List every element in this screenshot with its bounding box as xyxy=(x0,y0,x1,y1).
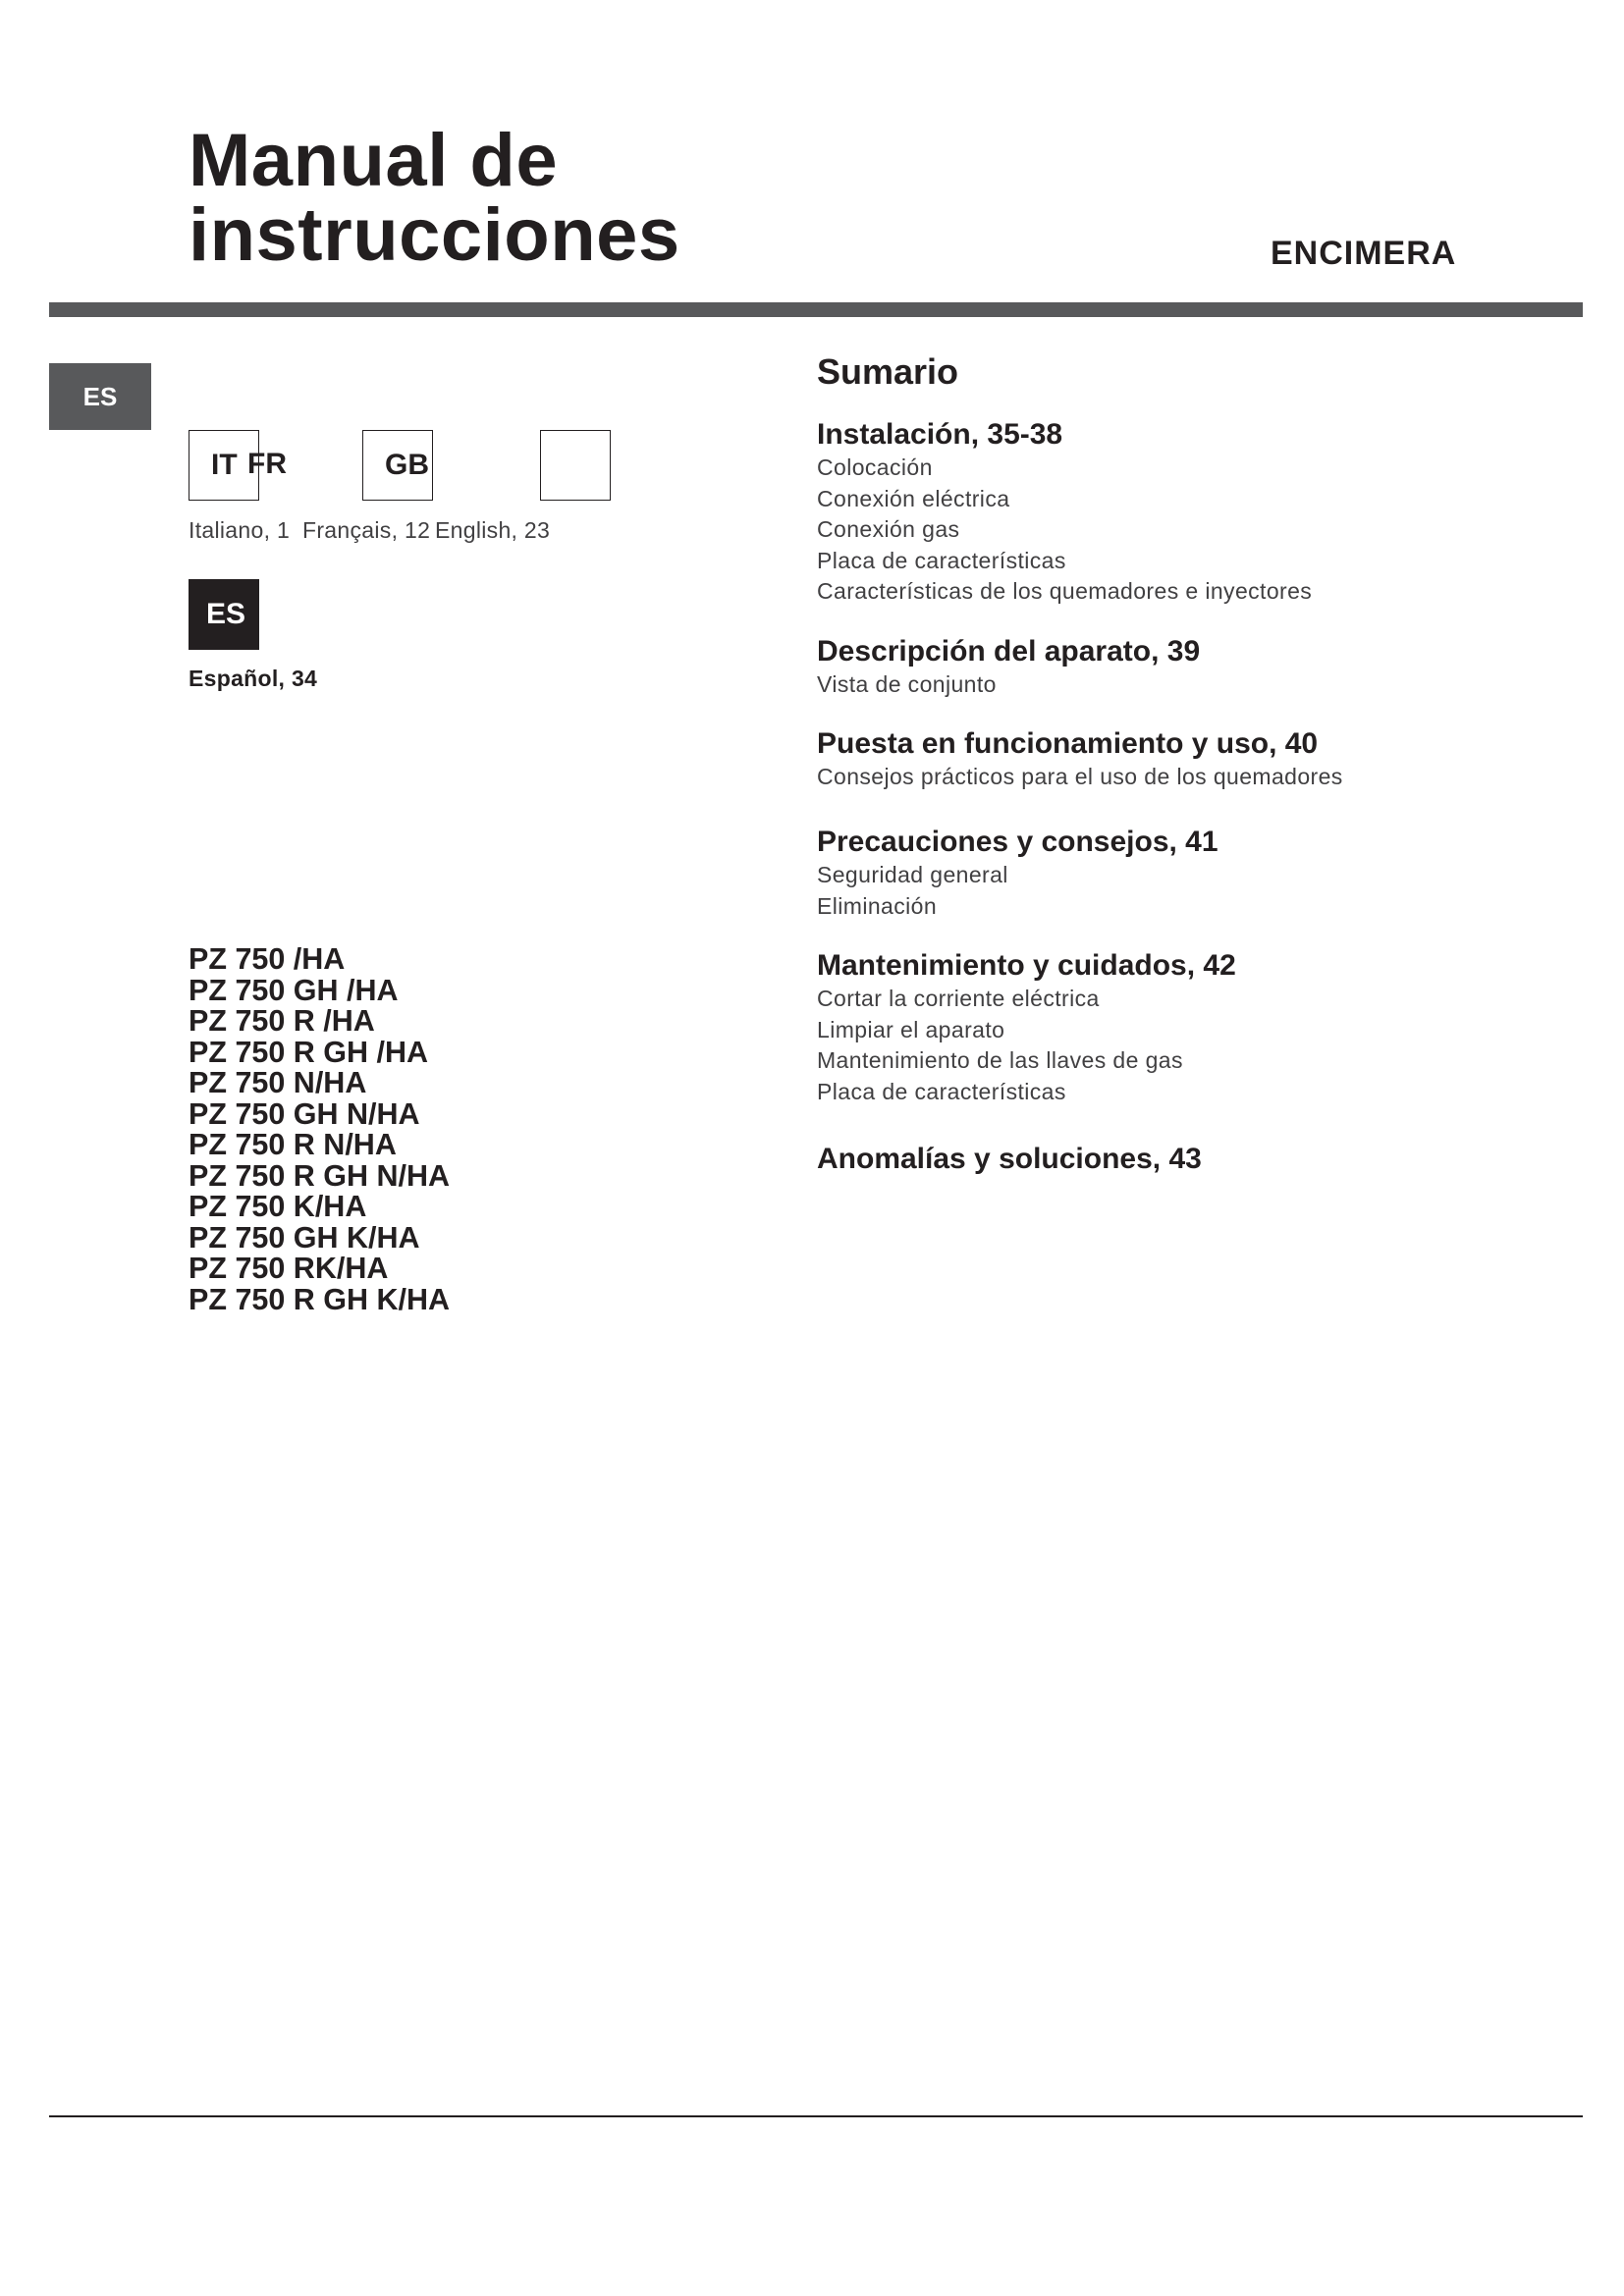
toc-item[interactable]: Mantenimiento de las llaves de gas xyxy=(817,1047,1183,1073)
toc-item[interactable]: Vista de conjunto xyxy=(817,671,997,697)
model-item: PZ 750 /HA xyxy=(189,942,346,976)
model-item: PZ 750 R GH N/HA xyxy=(189,1158,451,1193)
toc-section-title[interactable]: Precauciones y consejos, 41 xyxy=(817,826,1218,858)
model-item: PZ 750 R /HA xyxy=(189,1004,375,1038)
toc-section-title[interactable]: Puesta en funcionamiento y uso, 40 xyxy=(817,727,1319,760)
toc-item[interactable]: Consejos prácticos para el uso de los quemadores xyxy=(817,764,1343,789)
toc-section-precautions xyxy=(817,825,1218,922)
header-divider xyxy=(49,302,1583,317)
toc-item[interactable]: Conexión eléctrica xyxy=(817,485,1010,511)
toc-item[interactable]: Limpiar el aparato xyxy=(817,1016,1005,1042)
language-label-es: Español, 34 xyxy=(189,666,318,691)
language-box-gb[interactable] xyxy=(362,430,433,501)
toc-item[interactable]: Conexión gas xyxy=(817,516,960,542)
product-type-label: ENCIMERA xyxy=(1271,235,1457,272)
footer-divider xyxy=(49,2115,1583,2117)
toc-item[interactable]: Seguridad general xyxy=(817,862,1008,887)
model-item: PZ 750 K/HA xyxy=(189,1190,367,1223)
language-code-gb: GB xyxy=(385,449,429,481)
model-item: PZ 750 R GH K/HA xyxy=(189,1282,451,1316)
manual-title-line-2: instrucciones xyxy=(189,193,680,277)
model-list xyxy=(189,944,450,1315)
model-item: PZ 750 R N/HA xyxy=(189,1128,397,1161)
toc-heading: Sumario xyxy=(817,351,959,392)
language-box-empty xyxy=(540,430,611,501)
language-code-fr: FR xyxy=(247,448,287,480)
model-item: PZ 750 GH K/HA xyxy=(189,1220,420,1255)
language-code-es: ES xyxy=(206,598,246,630)
model-item: PZ 750 N/HA xyxy=(189,1066,367,1099)
language-label-fr: Français, 12 xyxy=(302,517,431,543)
toc-section-maintenance xyxy=(817,948,1236,1107)
language-label-it: Italiano, 1 xyxy=(189,517,291,543)
toc-section-troubleshooting xyxy=(817,1142,1202,1177)
toc-item[interactable]: Eliminación xyxy=(817,892,938,919)
language-label-gb: English, 23 xyxy=(435,517,551,543)
toc-section-title[interactable]: Instalación, 35-38 xyxy=(817,418,1063,451)
model-item: PZ 750 GH N/HA xyxy=(189,1096,420,1131)
toc-item[interactable]: Colocación xyxy=(817,454,933,480)
toc-section-description xyxy=(817,634,1200,701)
toc-item[interactable]: Características de los quemadores e inyectores xyxy=(817,578,1313,604)
model-item: PZ 750 GH /HA xyxy=(189,973,399,1007)
language-code-it: IT xyxy=(211,449,238,481)
model-item: PZ 750 R GH /HA xyxy=(189,1035,429,1069)
toc-section-title[interactable]: Mantenimiento y cuidados, 42 xyxy=(817,949,1236,982)
language-side-tab: ES xyxy=(49,363,151,430)
language-box-es[interactable] xyxy=(189,579,259,650)
toc-section-title[interactable]: Anomalías y soluciones, 43 xyxy=(817,1143,1202,1175)
toc-section-title[interactable]: Descripción del aparato, 39 xyxy=(817,635,1201,667)
toc-section-startup xyxy=(817,726,1343,793)
toc-item[interactable]: Cortar la corriente eléctrica xyxy=(817,986,1100,1011)
manual-title-line-1: Manual de xyxy=(189,119,559,202)
toc-section-installation xyxy=(817,417,1312,608)
toc-item[interactable]: Placa de características xyxy=(817,547,1066,573)
toc-item[interactable]: Placa de características xyxy=(817,1078,1066,1104)
model-item: PZ 750 RK/HA xyxy=(189,1252,389,1285)
